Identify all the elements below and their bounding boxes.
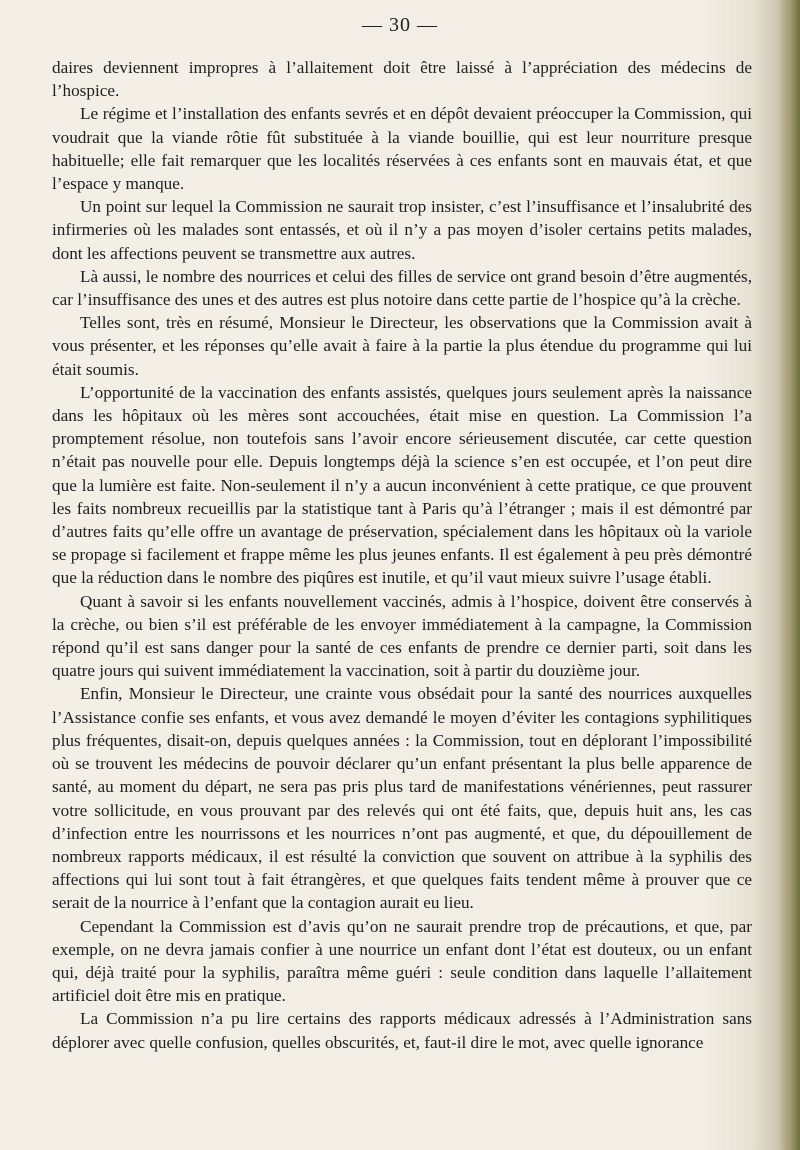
paragraph: Cependant la Commission est d’avis qu’on ne saurait prendre trop de précautions, et que, par exemple, on ne devra jamais confier à une nourrice un enfant dont l’état est douteux, ou un enfant qui, déjà traité pour la syphilis, paraîtra même guéri : seule condition dans laquelle l’allaitement artificiel doit être mis en pratique. xyxy=(52,916,752,1006)
page-edge-shadow xyxy=(778,0,800,1150)
paragraph: Le régime et l’installation des enfants sevrés et en dépôt devaient préoccuper la Commission, qui voudrait que la viande rôtie fût substituée à la viande bouillie, qui est leur nourriture presque habituelle; elle fait remarquer que les localités réservées à ces enfants sont en mauvais état, et que l’espace y manque. xyxy=(52,104,752,194)
paragraph: L’opportunité de la vaccination des enfants assistés, quelques jours seulement après la naissance dans les hôpitaux où les mères sont accouchées, était mise en question. La Commission l’a promptement résolue, non toutefois sans l’avoir encore sérieusement discutée, car cette question n’était pas nouvelle pour elle. Depuis longtemps déjà la science s’en est occupée, et l’on peut dire que la lumière est faite. Non-seulement il n’y a aucun inconvénient à cette pratique, ce que prouvent les faits nombreux recueillis par la statistique tant à Paris qu’à l’étranger ; mais il est démontré par d’autres faits qu’elle offre un avantage de préservation, spécialement dans les hôpitaux où la variole se propage si facilement et frappe même les plus jeunes enfants. Il est également à peu près démontré que la réduction dans le nombre des piqûres est inutile, et qu’il vaut mieux suivre l’usage établi. xyxy=(52,382,752,588)
body-text xyxy=(52,56,752,1054)
paragraph: Un point sur lequel la Commission ne saurait trop insister, c’est l’insuffisance et l’insalubrité des infirmeries où les malades sont entassés, et où il n’y a pas moyen d’isoler certains petits malades, dont les affections peuvent se transmettre aux autres. xyxy=(52,197,752,263)
paragraph-continuation: daires deviennent impropres à l’allaitement doit être laissé à l’appréciation des médecins de l’hospice. xyxy=(52,58,752,101)
paragraph: La Commission n’a pu lire certains des rapports médicaux adressés à l’Administration sans déplorer avec quelle confusion, quelles obscurités, et, faut-il dire le mot, avec quelle ignorance xyxy=(52,1009,752,1052)
paragraph: Quant à savoir si les enfants nouvellement vaccinés, admis à l’hospice, doivent être conservés à la crèche, ou bien s’il est préférable de les envoyer immédiatement à la campagne, la Commission répond qu’il est sans danger pour la santé de ces enfants de prendre ce dernier parti, soit dans les quatre jours qui suivent immédiatement la vaccination, soit à partir du douzième jour. xyxy=(52,591,752,681)
paragraph: Là aussi, le nombre des nourrices et celui des filles de service ont grand besoin d’être augmentés, car l’insuffisance des unes et des autres est plus notoire dans cette partie de l’hospice qu’à la crèche. xyxy=(52,266,752,310)
paragraph: Telles sont, très en résumé, Monsieur le Directeur, les observations que la Commission avait à vous présenter, et les réponses qu’elle avait à faire à la partie la plus étendue du programme qui lui était soumis. xyxy=(52,313,752,379)
page-number: — 30 — xyxy=(362,14,438,36)
paragraph: Enfin, Monsieur le Directeur, une crainte vous obsédait pour la santé des nourrices auxquelles l’Assistance confie ses enfants, et vous avez demandé le moyen d’éviter les contagions syphilitiques plus fréquentes, disait-on, depuis quelques années : la Commission, tout en déplorant l’impossibilité où se trouvent les médecins de pouvoir déclarer qu’un enfant présentant la plus belle apparence de santé, au moment du départ, ne sera pas pris plus tard de manifestations vénériennes, peut rassurer votre sollicitude, en vous prouvant par des relevés qui ont été faits, que, depuis huit ans, les cas d’infection entre les nourrissons et les nourrices n’ont pas augmenté, et que, du dépouillement de nombreux rapports médicaux, il est résulté la conviction que souvent on attribue à la syphilis des affections qui lui sont tout à fait étrangères, et que quelques faits tendent même à prouver que ce serait de la nourrice à l’enfant que la contagion aurait eu lieu. xyxy=(52,684,752,913)
